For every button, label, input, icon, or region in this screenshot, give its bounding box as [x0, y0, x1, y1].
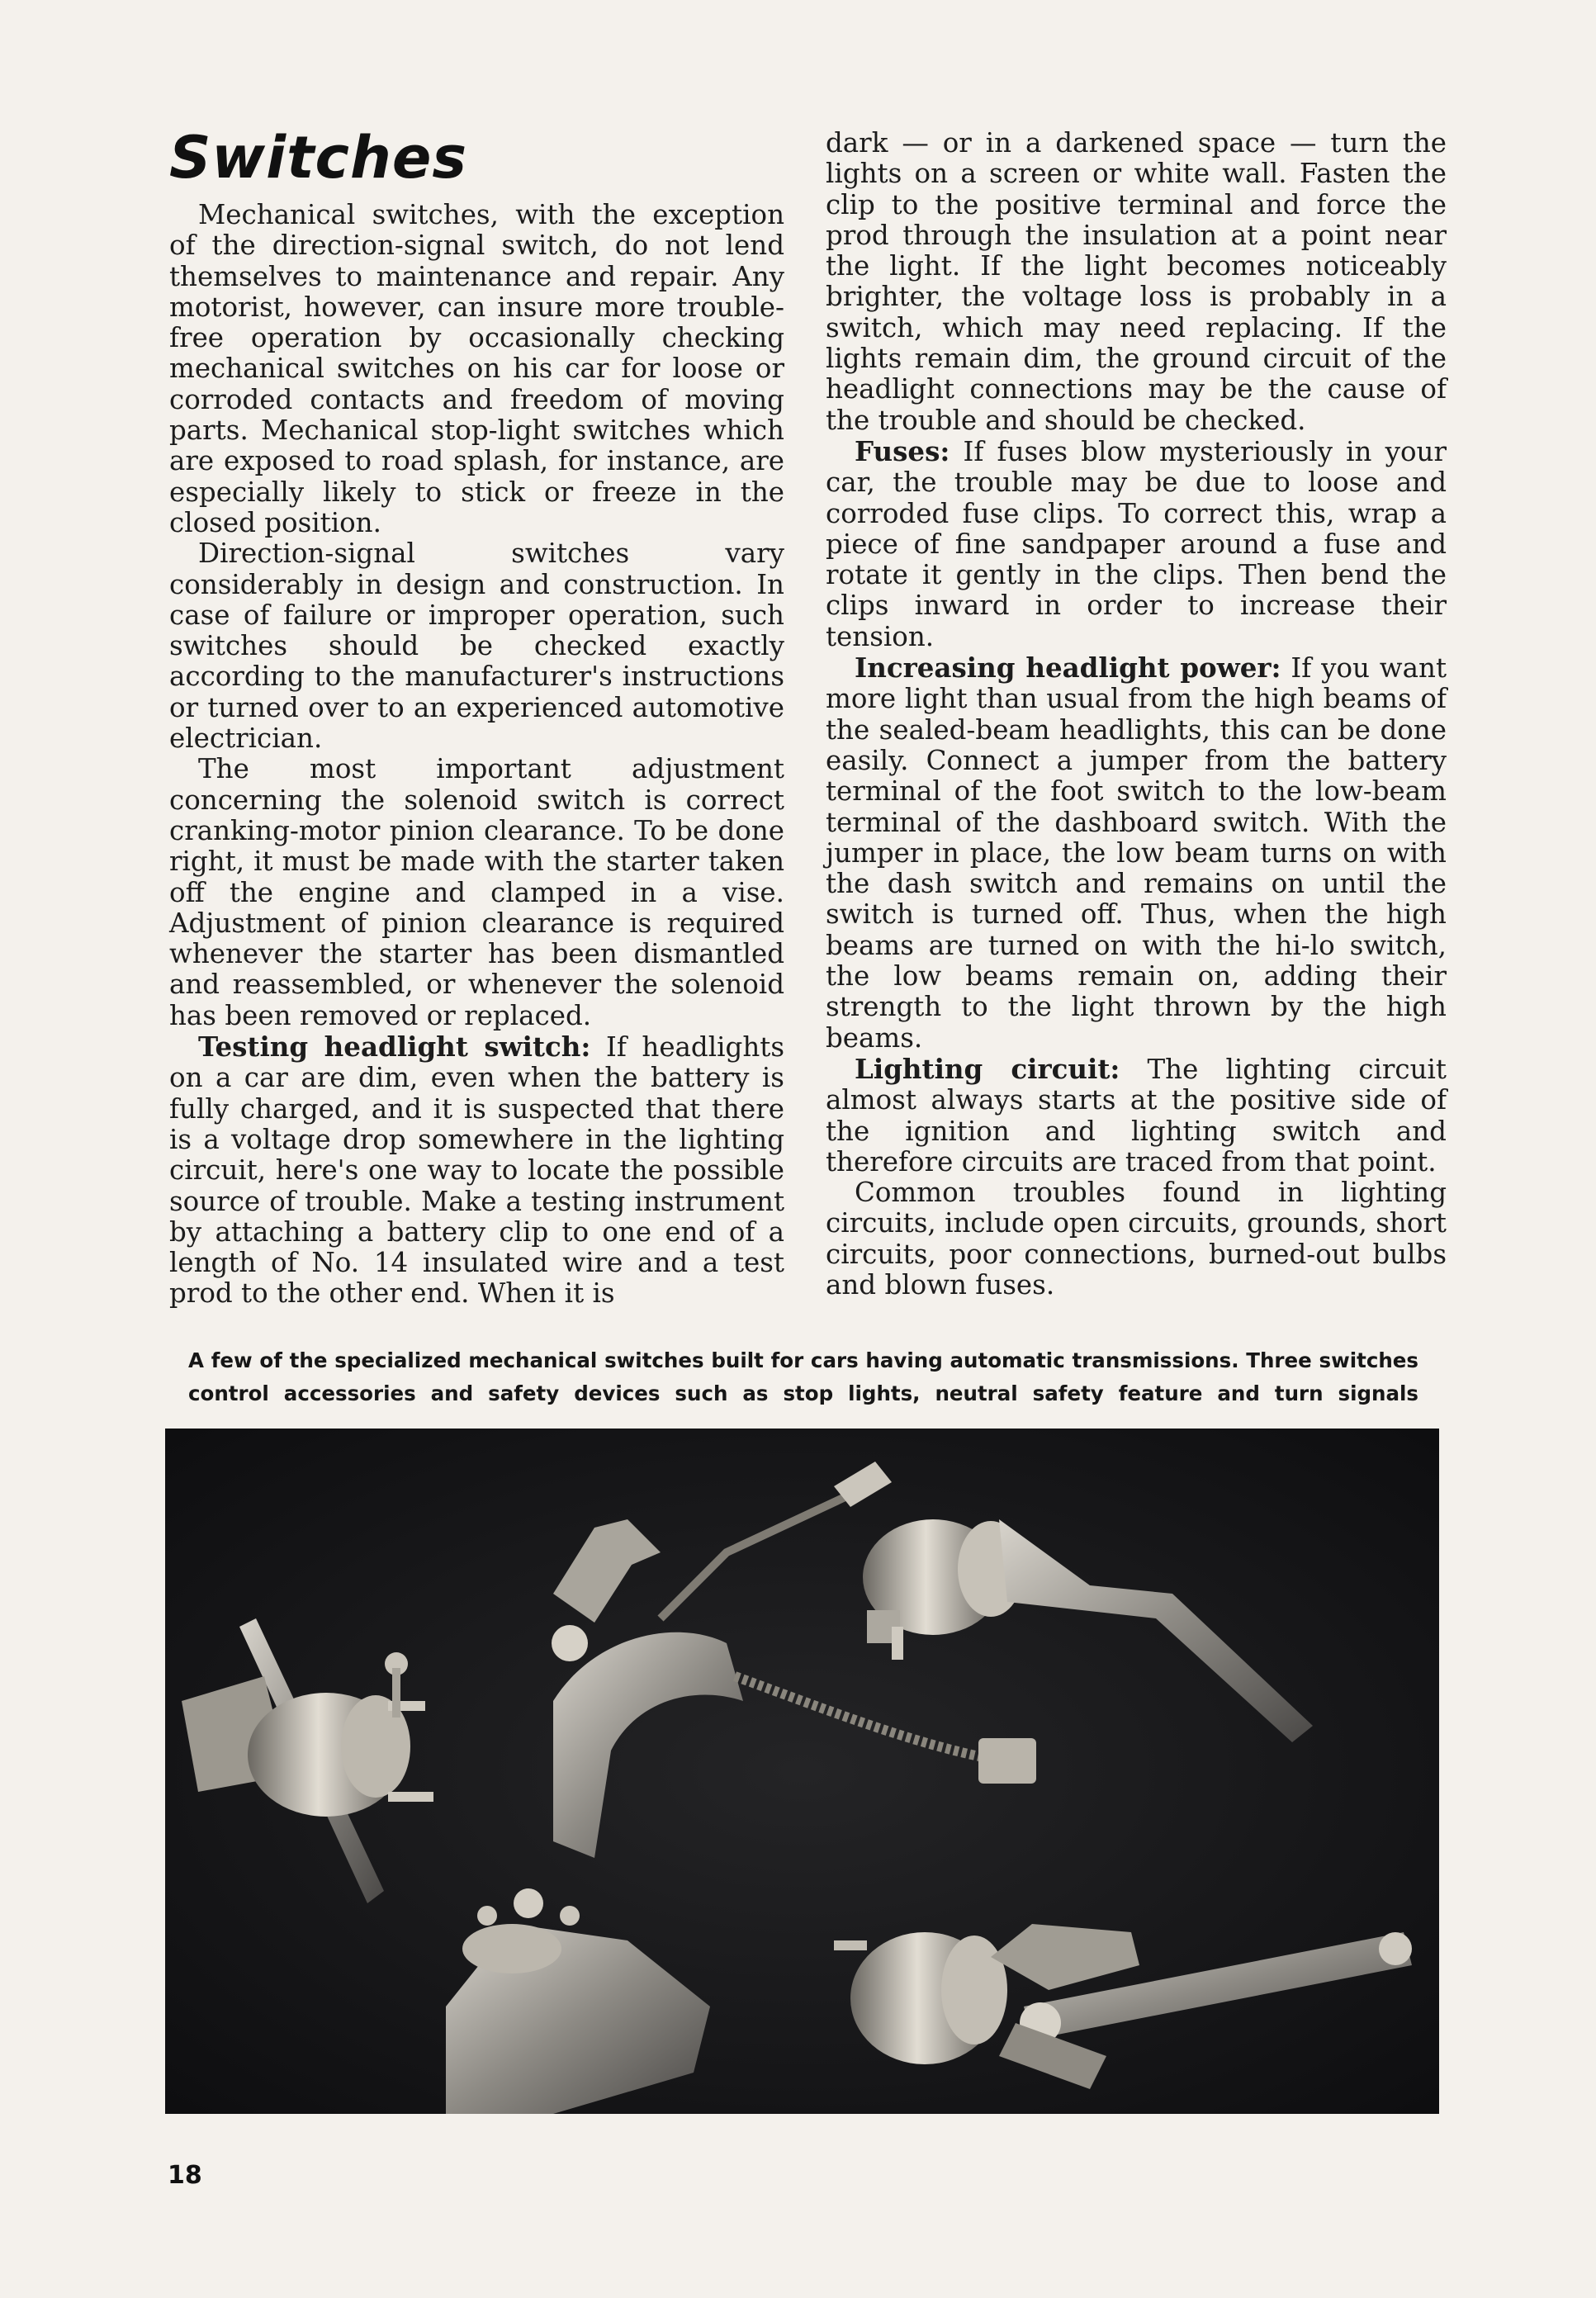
switches-photo: [165, 1429, 1439, 2114]
page-number: 18: [168, 2161, 202, 2190]
paragraph: Common troubles found in lighting circuits, include open circuits, grounds, short circuits, poor connections, burned-out bulbs and blown fuses.: [826, 1177, 1447, 1301]
paragraph-heading: Fuses:: [855, 434, 950, 467]
right-text-column: [826, 128, 1447, 1301]
paragraph: [826, 436, 1447, 652]
paragraph-body: If you want more light than usual from the high beams of the sealed-beam headlights, this can be done easily. Connect a jumper from the battery terminal of the foot switch to the low-beam terminal of the dashboard switch. With the jumper in place, the low beam turns on with the dash switch and remains on until the switch is turned off. Thus, when the high beams are turned on with the hi-lo switch, the low beams remain on, adding their strength to the light thrown by the high beams.: [826, 652, 1447, 1054]
paragraph-body: If fuses blow mysteriously in your car, the trouble may be due to loose and corroded fuse clips. To correct this, wrap a piece of fine sandpaper around a fuse and rotate it gently in the clips. Then bend the clips inward in order to increase their tension.: [826, 435, 1447, 652]
paragraph-heading: Increasing headlight power:: [855, 651, 1281, 685]
paragraph: [826, 1054, 1447, 1177]
paragraph: [826, 652, 1447, 1054]
paragraph: [169, 1031, 784, 1310]
paragraph: Mechanical switches, with the exception of the direction-signal switch, do not lend themselves to maintenance and repair. Any motorist, however, can insure more trouble-free operation by occasionally checking mechanical switches on his car for loose or corroded contacts and freedom of moving parts. Mechanical stop-light switches which are exposed to road splash, for instance, are especially likely to stick or freeze in the closed position.: [169, 199, 784, 538]
paragraph-body: If headlights on a car are dim, even when the battery is fully charged, and it is suspected that there is a voltage drop somewhere in the lighting circuit, here's one way to locate the possible source of trouble. Make a testing instrument by attaching a battery clip to one end of a length of No. 14 insulated wire and a test prod to the other end. When it is: [169, 1031, 785, 1310]
figure-caption: A few of the specialized mechanical switches built for cars having automatic transmissions. Three switches control accessories and safety devices such as stop lights, neutral safety feature and turn signals: [188, 1348, 1418, 1405]
switches-photo-illustration: [165, 1429, 1439, 2114]
paragraph: The most important adjustment concerning the solenoid switch is correct cranking-motor pinion clearance. To be done right, it must be made with the starter taken off the engine and clamped in a vise. Adjustment of pinion clearance is required whenever the starter has been dismantled and reassembled, or whenever the solenoid has been removed or replaced.: [169, 753, 784, 1031]
left-text-column: [169, 200, 784, 1310]
paragraph: Direction-signal switches vary considerably in design and construction. In case of failure or improper operation, such switches should be checked exactly according to the manufacturer's instructions or turned over to an experienced automotive electrician.: [169, 538, 784, 755]
paragraph-heading: Lighting circuit:: [855, 1052, 1120, 1085]
paragraph: dark — or in a darkened space — turn the lights on a screen or white wall. Fasten the clip to the positive terminal and force the prod through the insulation at a point near the light. If the light becomes noticeably brighter, the voltage loss is probably in a switch, which may need replacing. If the lights remain dim, the ground circuit of the headlight connections may be the cause of the trouble and should be checked.: [826, 127, 1447, 436]
paragraph-heading: Testing headlight switch:: [198, 1031, 591, 1064]
page-title: Switches: [169, 124, 468, 192]
paragraph-body: The lighting circuit almost always starts at the positive side of the ignition and lighting switch and therefore circuits are traced from that point.: [826, 1053, 1447, 1177]
